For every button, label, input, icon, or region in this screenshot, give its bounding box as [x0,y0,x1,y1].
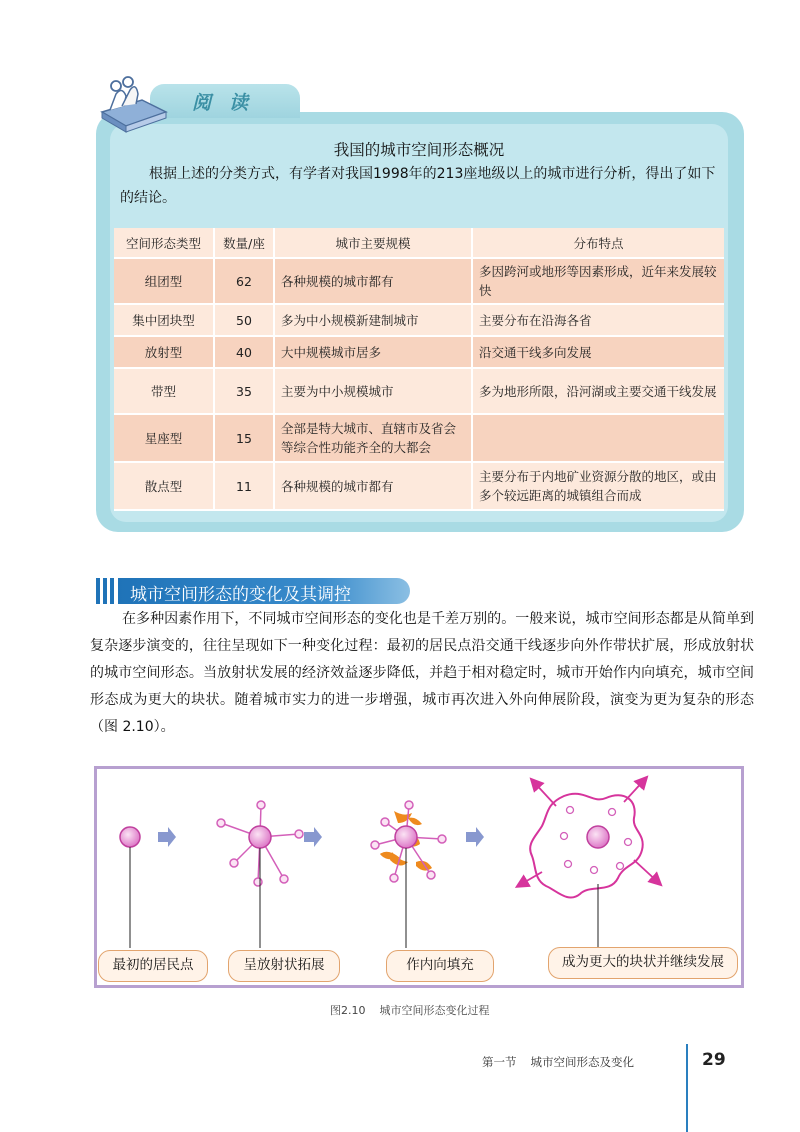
stage-radial-expansion [217,801,303,948]
stage-label: 最初的居民点 [98,950,208,982]
book-icon [96,72,168,136]
cell-type: 带型 [114,368,214,414]
section-marker-bar [103,578,107,604]
figure-caption-number: 图2.10 [330,1004,366,1017]
section-marker-bars [96,578,118,604]
cell-scale: 全部是特大城市、直辖市及省会等综合性功能齐全的大都会 [274,414,472,462]
section-paragraph: 在多种因素作用下，不同城市空间形态的变化也是千差万别的。一般来说，城市空间形态都是从简单到复杂逐步演变的，往往呈现如下一种变化过程：最初的居民点沿交通干线逐步向外作带状扩展，形成放射状的城市空间形态。当放射状发展的经济效益逐步降低，并趋于相对稳定时，城市开始作内向填充，城市空间形态成为更大的块状。随着城市实力的进一步增强，城市再次进入外向伸展阶段，演变为更为复杂的形态（图 2.10）。 [90,611,754,735]
table-row [114,368,724,414]
cell-scale: 各种规模的城市都有 [274,462,472,510]
footer-section: 第一节 [482,1055,517,1069]
table-row [114,336,724,368]
stage-label: 作内向填充 [386,950,494,982]
cell-count: 15 [214,414,274,462]
section-marker-bar [110,578,114,604]
stage-label: 成为更大的块状并继续发展 [548,947,738,979]
figure-caption-text: 城市空间形态变化过程 [379,1004,490,1017]
cell-type: 组团型 [114,258,214,304]
page-number: 29 [702,1050,726,1070]
cell-count: 11 [214,462,274,510]
table-row [114,462,724,510]
stage-initial-settlement [120,827,140,948]
table-header: 分布特点 [472,228,724,258]
table-header: 数量/座 [214,228,274,258]
reading-tab-label: 阅读 [192,92,267,114]
page-footer [482,1054,634,1070]
cell-count: 40 [214,336,274,368]
cell-scale: 大中规模城市居多 [274,336,472,368]
table-header: 空间形态类型 [114,228,214,258]
cell-feature: 多因跨河或地形等因素形成，近年来发展较快 [472,258,724,304]
cell-count: 62 [214,258,274,304]
arrow-icon [466,827,484,847]
arrow-icon [158,827,176,847]
stage-label: 呈放射状拓展 [228,950,340,982]
section-marker-bar [96,578,100,604]
cell-feature: 多为地形所限，沿河湖或主要交通干线发展 [472,368,724,414]
cell-feature [472,414,724,462]
cell-feature: 主要分布在沿海各省 [472,304,724,336]
figure-caption [330,1002,490,1018]
cell-scale: 主要为中小规模城市 [274,368,472,414]
stage-inward-infill [371,801,446,948]
cell-feature: 沿交通干线多向发展 [472,336,724,368]
cell-type: 集中团块型 [114,304,214,336]
cell-type: 放射型 [114,336,214,368]
table-row [114,304,724,336]
table-row [114,414,724,462]
cell-count: 50 [214,304,274,336]
cell-type: 散点型 [114,462,214,510]
cell-type: 星座型 [114,414,214,462]
arrow-icon [304,827,322,847]
stage-larger-block-growth [518,778,660,948]
cell-scale: 各种规模的城市都有 [274,258,472,304]
table-header: 城市主要规模 [274,228,472,258]
footer-rule [686,1044,688,1132]
table-header-row [114,228,724,258]
cell-count: 35 [214,368,274,414]
reading-title: 我国的城市空间形态概况 [333,141,505,159]
cell-feature: 主要分布于内地矿业资源分散的地区，或由多个较远距离的城镇组合而成 [472,462,724,510]
footer-title: 城市空间形态及变化 [530,1055,634,1069]
cell-scale: 多为中小规模新建制城市 [274,304,472,336]
table-row [114,258,724,304]
section-title: 城市空间形态的变化及其调控 [130,585,351,605]
city-form-table [114,228,724,511]
reading-intro: 根据上述的分类方式，有学者对我国1998年的213座地级以上的城市进行分析，得出了如下的结论。 [120,166,716,206]
